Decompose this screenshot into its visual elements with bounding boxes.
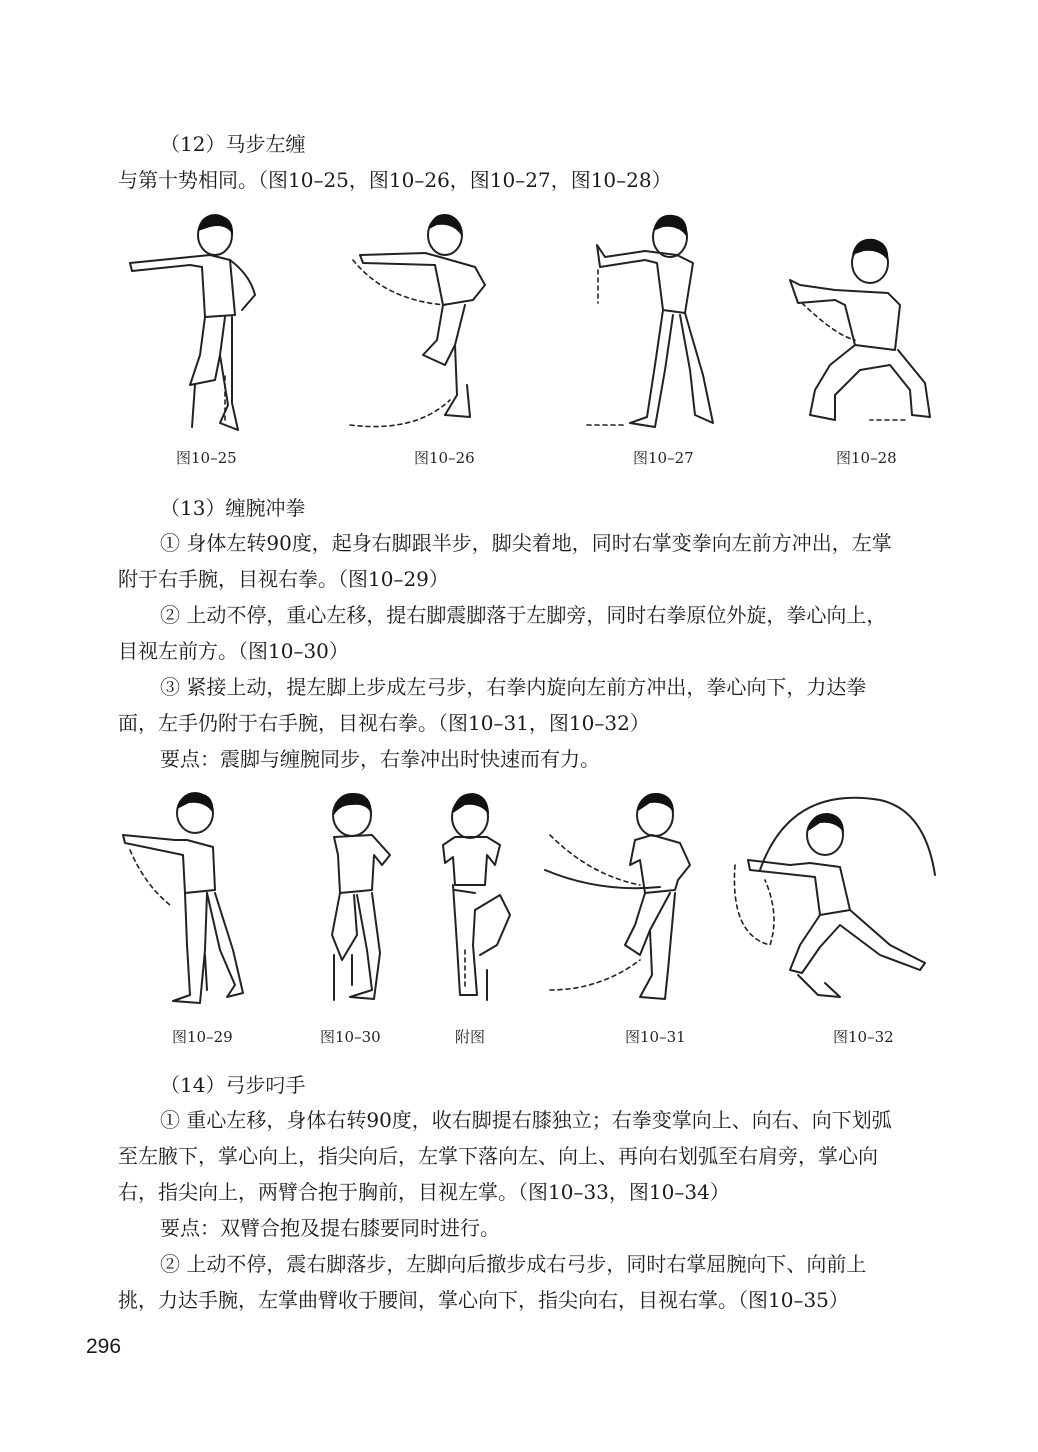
figure-caption: 图10–31 — [625, 1028, 686, 1046]
paragraph-line: ① 重心左移，身体右转90度，收右脚提右膝独立；右拳变掌向上、向右、向下划弧 — [160, 1108, 892, 1132]
boy-punch-forward-icon — [123, 793, 243, 1003]
boy-standing-palm-raised-icon — [585, 215, 713, 427]
section-13-heading: （13）缠腕冲拳 — [160, 496, 306, 520]
boy-turning-knee-raise-icon — [545, 793, 690, 999]
paragraph-line: 附于右手腕，目视右拳。（图10–29） — [118, 567, 449, 591]
figure-row-2 — [0, 785, 1038, 1015]
figure-caption: 附图 — [455, 1028, 486, 1046]
paragraph-line: 右，指尖向上，两臂合抱于胸前，目视左掌。（图10–33，图10–34） — [118, 1180, 730, 1204]
boy-horse-stance-palm-icon — [790, 239, 930, 420]
figure-caption: 图10–28 — [836, 449, 897, 467]
paragraph-line: 目视左前方。（图10–30） — [118, 639, 349, 663]
figure-caption: 图10–26 — [414, 449, 475, 467]
boy-bow-stance-punch-icon — [734, 798, 935, 997]
figure-caption: 图10–32 — [833, 1028, 894, 1046]
paragraph-line: 至左腋下，掌心向上，指尖向后，左掌下落向左、向上、再向右划弧至右肩旁，掌心向 — [118, 1144, 878, 1168]
section-12-text: 与第十势相同。（图10–25，图10–26，图10–27，图10–28） — [118, 168, 672, 192]
section-12-heading: （12）马步左缠 — [160, 132, 306, 156]
paragraph-line: ② 上动不停，震右脚落步，左脚向后撤步成右弓步，同时右掌屈腕向下、向前上 — [160, 1252, 867, 1276]
figure-caption: 图10–30 — [320, 1028, 381, 1046]
keypoint: 要点：震脚与缠腕同步，右拳冲出时快速而有力。 — [160, 747, 600, 771]
boy-knee-raise-front-view-icon — [443, 793, 510, 1000]
boy-stomp-back-view-icon — [332, 793, 390, 1000]
section-14-heading: （14）弓步叼手 — [160, 1073, 306, 1097]
figure-caption: 图10–25 — [176, 449, 237, 467]
figure-row-1 — [0, 205, 1038, 445]
page-number: 296 — [86, 1335, 122, 1358]
figure-caption: 图10–29 — [172, 1028, 233, 1046]
keypoint: 要点：双臂合抱及提右膝要同时进行。 — [160, 1216, 500, 1240]
boy-one-leg-stance-arm-left-icon — [130, 215, 255, 430]
figure-caption: 图10–27 — [633, 449, 694, 467]
boy-turning-arm-sweep-icon — [350, 214, 485, 426]
paragraph-line: ① 身体左转90度，起身右脚跟半步，脚尖着地，同时右掌变拳向左前方冲出，左掌 — [160, 531, 892, 555]
paragraph-line: 面，左手仍附于右手腕，目视右拳。（图10–31，图10–32） — [118, 711, 650, 735]
paragraph-line: 挑，力达手腕，左掌曲臂收于腰间，掌心向下，指尖向右，目视右掌。（图10–35） — [118, 1288, 849, 1312]
paragraph-line: ③ 紧接上动，提左脚上步成左弓步，右拳内旋向左前方冲出，拳心向下，力达拳 — [160, 675, 867, 699]
paragraph-line: ② 上动不停，重心左移，提右脚震脚落于左脚旁，同时右拳原位外旋，拳心向上， — [160, 603, 887, 627]
